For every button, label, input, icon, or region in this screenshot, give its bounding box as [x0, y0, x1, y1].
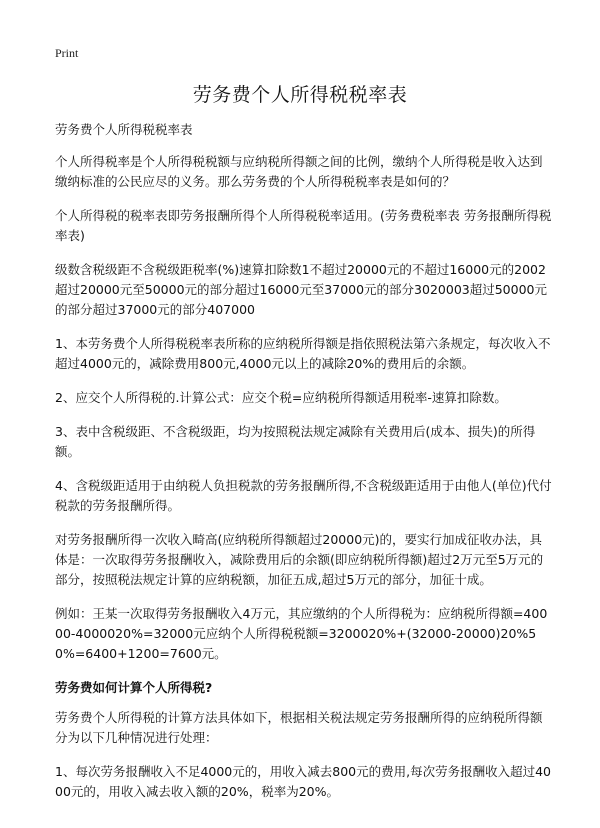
intro-paragraph: 个人所得税率是个人所得税税额与应纳税所得额之间的比例，缴纳个人所得税是收入达到缴纳标准的公民应尽的义务。那么劳务费的个人所得税税率表是如何的？	[55, 154, 543, 189]
section-heading: 劳务费如何计算个人所得税?	[55, 680, 213, 695]
example-paragraph: 例如：王某一次取得劳务报酬收入4万元，其应缴纳的个人所得税为：应纳税所得额=40000-4000020%=32000元应纳个人所得税税额=3200020%+(32000-20000)20%50%=6400+1200=7600元。	[55, 606, 548, 661]
note-4-paragraph: 4、含税级距适用于由纳税人负担税款的劳务报酬所得,不含税级距适用于由他人(单位)代付税款的劳务报酬所得。	[55, 478, 552, 513]
subtitle-paragraph: 劳务费个人所得税税率表	[55, 122, 193, 137]
document-title: 劳务费个人所得税税率表	[192, 84, 408, 106]
rate-table-text-paragraph: 级数含税级距不含税级距税率(%)速算扣除数1不超过20000元的不超过16000元的2002超过20000元至50000元的部分超过16000元至37000元的部分3020003超过50000元的部分超过37000元的部分407000	[55, 262, 547, 317]
note-3-paragraph: 3、表中含税级距、不含税级距，均为按照税法规定减除有关费用后(成本、损失)的所得额。	[55, 424, 536, 459]
calculation-method-paragraph: 劳务费个人所得税的计算方法具体如下，根据相关税法规定劳务报酬所得的应纳税所得额分为以下几种情况进行处理：	[55, 710, 543, 745]
rate-table-intro-paragraph: 个人所得税的税率表即劳务报酬所得个人所得税税率适用。(劳务费税率表 劳务报酬所得税率表)	[55, 208, 552, 243]
note-2-paragraph: 2、应交个人所得税的.计算公式：应交个税=应纳税所得额适用税率-速算扣除数。	[55, 390, 507, 405]
calculation-rule-1-paragraph: 1、每次劳务报酬收入不足4000元的，用收入减去800元的费用,每次劳务报酬收入超过4000元的，用收入减去收入额的20%，税率为20%。	[55, 764, 552, 799]
document-body	[55, 120, 553, 816]
print-label: Print	[55, 46, 79, 60]
surcharge-paragraph: 对劳务报酬所得一次收入畸高(应纳税所得额超过20000元)的，要实行加成征收办法，具体是：一次取得劳务报酬收入，减除费用后的余额(即应纳税所得额)超过2万元至5万元的部分，按照税法规定计算的应纳税额，加征五成,超过5万元的部分，加征十成。	[55, 532, 544, 587]
note-1-paragraph: 1、本劳务费个人所得税税率表所称的应纳税所得额是指依照税法第六条规定，每次收入不超过4000元的，减除费用800元,4000元以上的减除20%的费用后的余额。	[55, 336, 551, 371]
